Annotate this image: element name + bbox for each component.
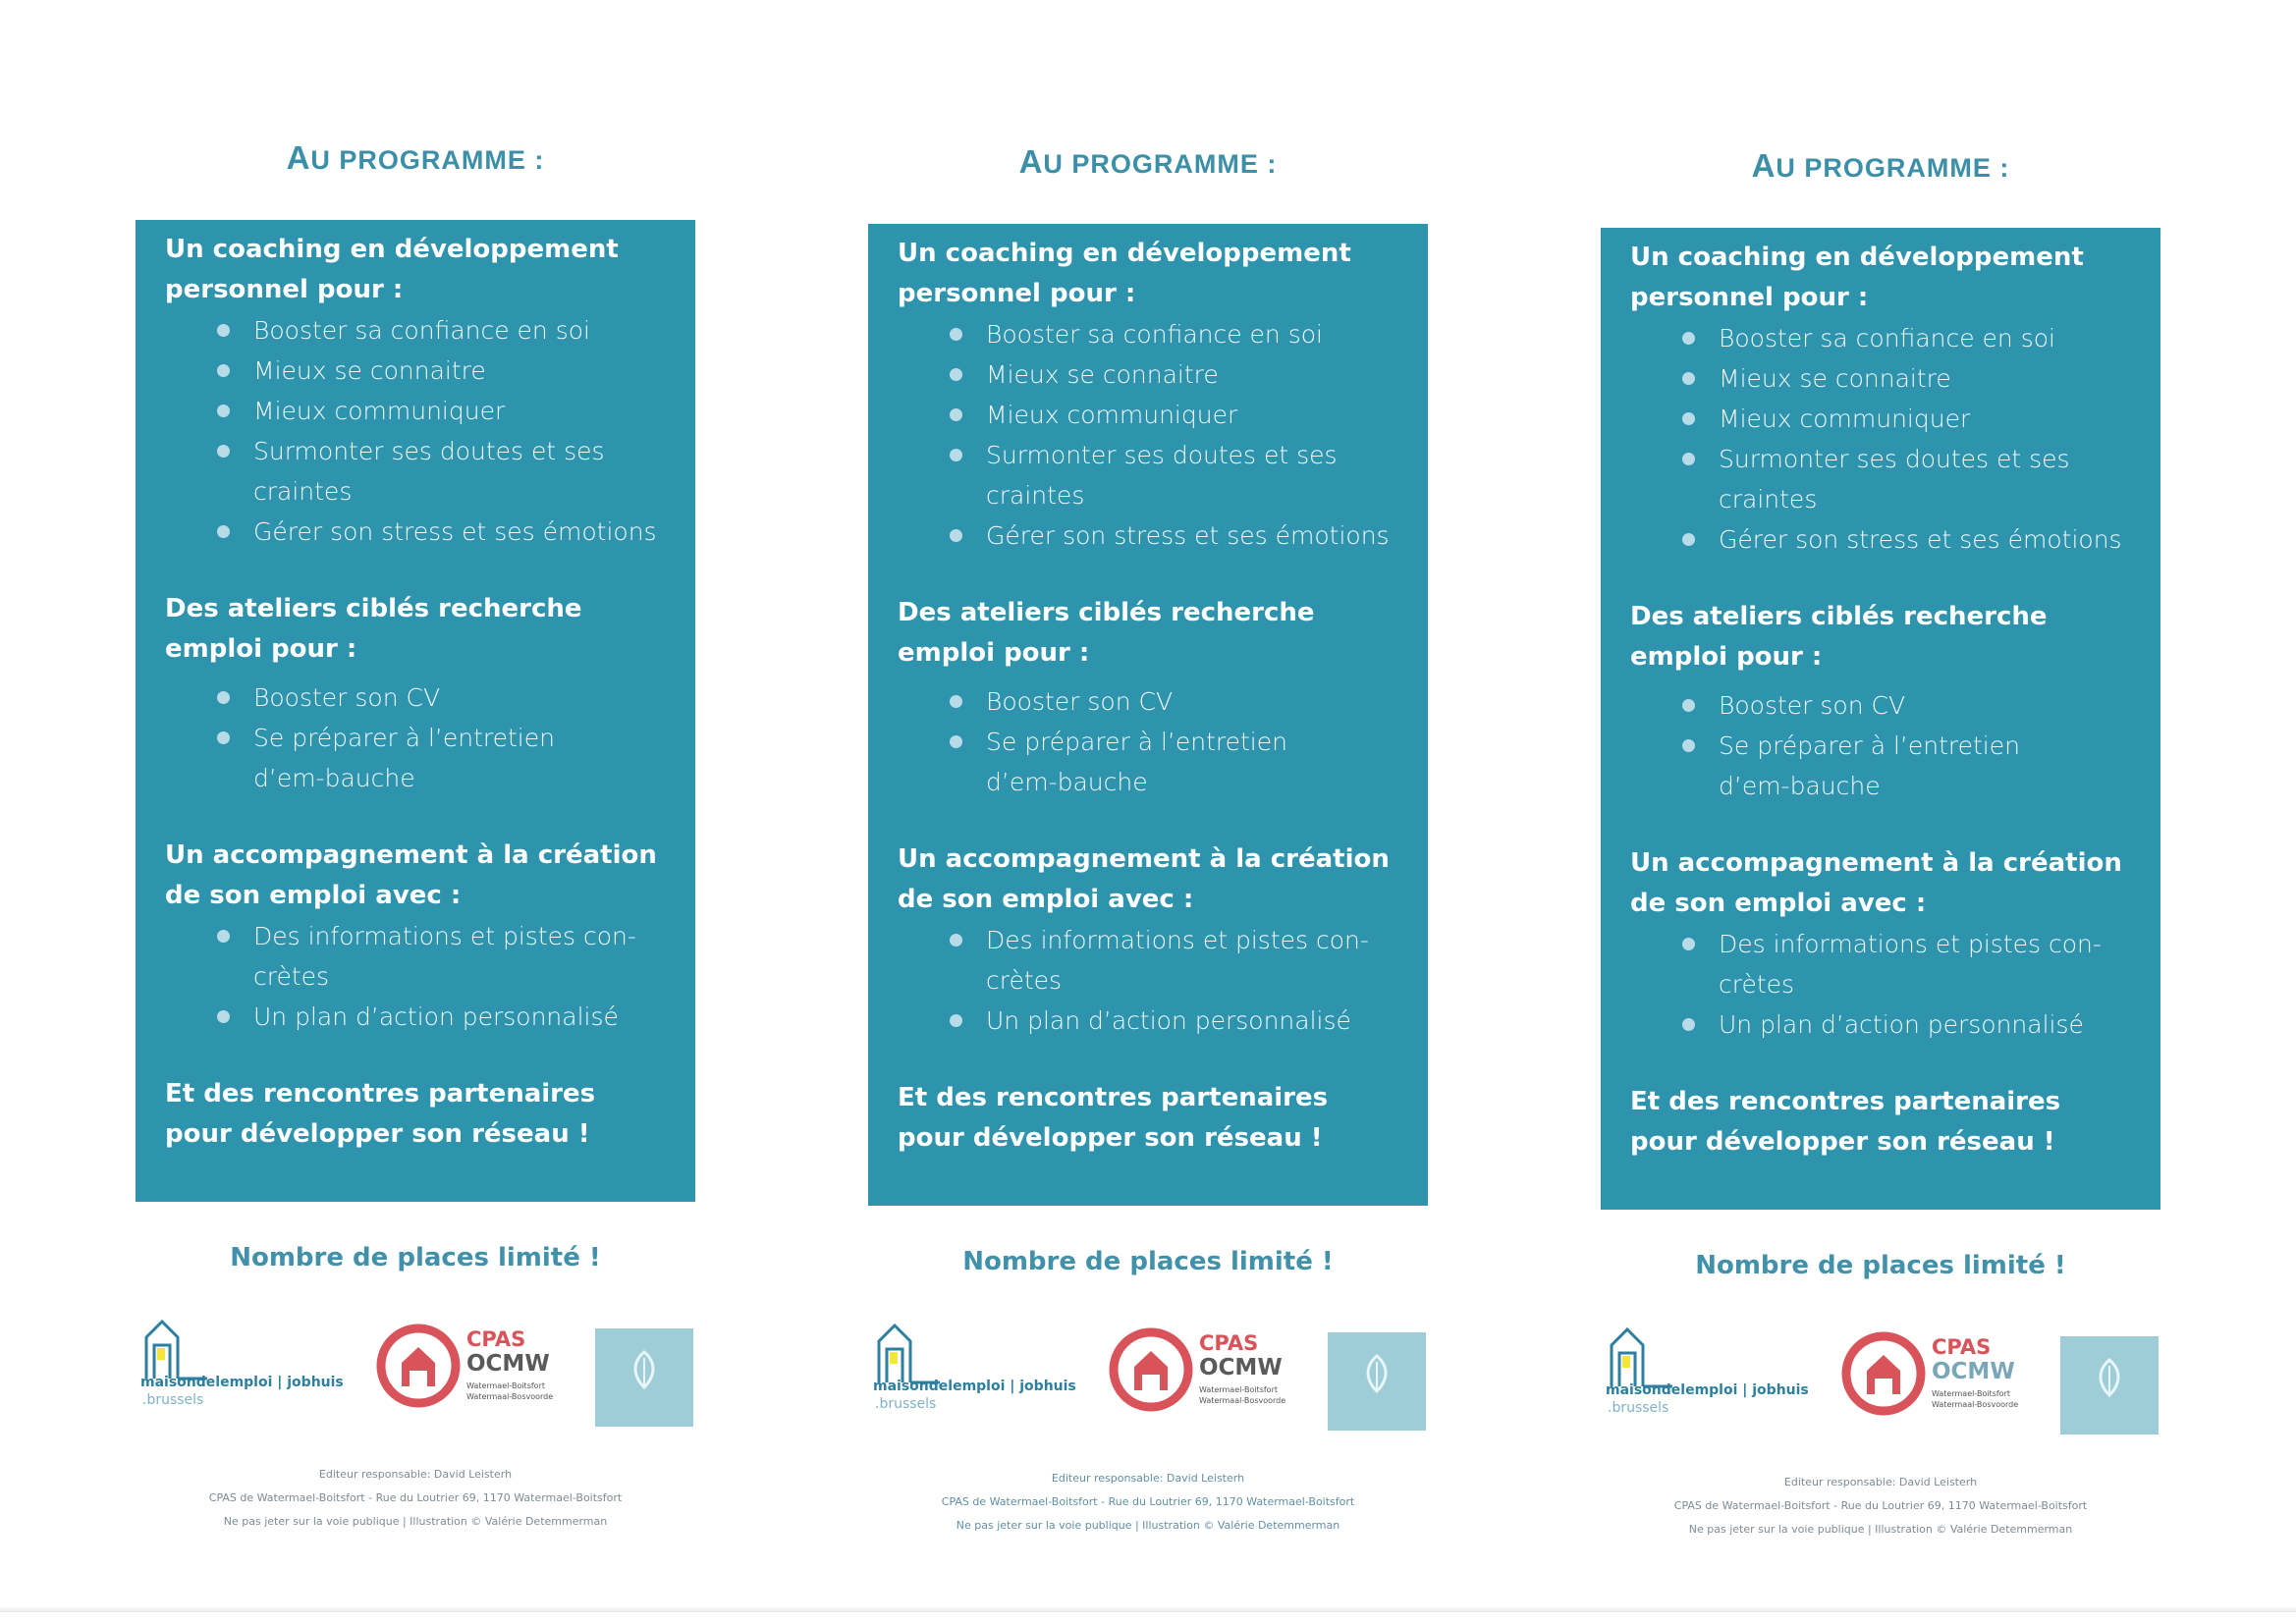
list-item: Surmonter ses doutes et ses craintes: [253, 431, 607, 512]
bullet-icon: [950, 328, 962, 341]
list-item: Mieux se connaitre: [1719, 358, 2147, 399]
section-title-rencontres: Et des rencontres partenaires pour développer son réseau !: [1630, 1087, 2061, 1157]
creation-list: [165, 916, 682, 1037]
bullet-icon: [217, 405, 230, 417]
list-item: Un plan d’action personnalisé: [253, 997, 682, 1037]
cpas-subtitle: Watermael-Boitsfort Watermaal-Bosvoorde: [466, 1381, 554, 1401]
creation-list: [898, 920, 1414, 1041]
list-item: Mieux communiquer: [1719, 399, 2147, 439]
list-item: Mieux communiquer: [253, 391, 682, 431]
commune-logo: [595, 1328, 693, 1427]
ocmw-label: OCMW: [1932, 1359, 2015, 1384]
section-title-ateliers: Des ateliers ciblés recherche emploi pour :: [165, 594, 582, 664]
footer-notice: Ne pas jeter sur la voie publique | Illustration © Valérie Detemmerman: [956, 1519, 1340, 1532]
bullet-icon: [1682, 739, 1695, 752]
list-item: Se préparer à l’entretien d’em-bauche: [1719, 726, 2092, 806]
leaf-emblem-icon: [1355, 1352, 1398, 1395]
list-item: Gérer son stress et ses émotions: [986, 515, 1414, 556]
footer-editor: Editeur responsable: David Leisterh: [1783, 1476, 1978, 1488]
cpas-subtitle: Watermael-Boitsfort Watermaal-Bosvoorde: [1199, 1385, 1286, 1405]
bullet-icon: [950, 449, 962, 461]
program-panel: [136, 220, 695, 1202]
limited-places-note: Nombre de places limité !: [962, 1247, 1334, 1276]
section-title-creation: Un accompagnement à la création de son emploi avec :: [1630, 848, 2122, 918]
bullet-icon: [1682, 533, 1695, 546]
list-item: Se préparer à l’entretien d’em-bauche: [253, 718, 627, 798]
bullet-icon: [217, 1010, 230, 1023]
list-item: Surmonter ses doutes et ses craintes: [986, 435, 1339, 515]
bullet-icon: [217, 324, 230, 337]
section-title-ateliers: Des ateliers ciblés recherche emploi pour :: [1630, 602, 2048, 672]
list-item: Booster sa confiance en soi: [1719, 318, 2147, 358]
cpas-logo: [376, 1324, 554, 1412]
section-title-ateliers: Des ateliers ciblés recherche emploi pour :: [898, 598, 1315, 668]
maison-emploi-logo: [1606, 1322, 1831, 1420]
bullet-icon: [950, 695, 962, 708]
coaching-list: [898, 314, 1414, 556]
limited-places-note: Nombre de places limité !: [230, 1243, 601, 1272]
section-title-coaching: Un coaching en développement personnel pour :: [1630, 243, 2084, 312]
list-item: Booster son CV: [1719, 685, 2147, 726]
bullet-icon: [950, 1014, 962, 1027]
ateliers-list: [898, 681, 1414, 802]
footer-address: CPAS de Watermael-Boitsfort - Rue du Loutrier 69, 1170 Watermael-Boitsfort: [1673, 1499, 2088, 1512]
section-title-creation: Un accompagnement à la création de son emploi avec :: [165, 840, 657, 910]
cpas-emblem-icon: [1841, 1331, 1926, 1416]
bullet-icon: [217, 364, 230, 377]
section-title-rencontres: Et des rencontres partenaires pour développer son réseau !: [165, 1079, 596, 1149]
list-item: Booster son CV: [986, 681, 1414, 722]
section-title-rencontres: Et des rencontres partenaires pour développer son réseau !: [898, 1083, 1329, 1153]
bullet-icon: [217, 525, 230, 538]
bullet-icon: [217, 691, 230, 704]
ateliers-list: [165, 677, 682, 798]
bullet-icon: [950, 408, 962, 421]
footer-legal: [868, 1467, 1428, 1538]
bullet-icon: [217, 445, 230, 458]
bullet-icon: [950, 934, 962, 947]
maison-emploi-city: .brussels: [142, 1392, 204, 1408]
list-item: Booster sa confiance en soi: [986, 314, 1414, 354]
program-panel: [868, 224, 1428, 1206]
cpas-label: CPAS: [1199, 1331, 1259, 1355]
house-icon: [873, 1320, 942, 1384]
bullet-icon: [1682, 938, 1695, 950]
creation-list: [1630, 924, 2147, 1045]
section-title-coaching: Un coaching en développement personnel pour :: [898, 239, 1351, 308]
maison-emploi-city: .brussels: [875, 1396, 937, 1412]
list-item: Booster son CV: [253, 677, 682, 718]
coaching-list: [1630, 318, 2147, 560]
maison-emploi-name: maisondelemploi | jobhuis: [1606, 1382, 1809, 1398]
section-title-creation: Un accompagnement à la création de son emploi avec :: [898, 844, 1390, 914]
footer-address: CPAS de Watermael-Boitsfort - Rue du Loutrier 69, 1170 Watermael-Boitsfort: [208, 1491, 623, 1504]
footer-notice: Ne pas jeter sur la voie publique | Illustration © Valérie Detemmerman: [223, 1515, 608, 1528]
bullet-icon: [1682, 1018, 1695, 1031]
cpas-label: CPAS: [1932, 1335, 1992, 1359]
footer-legal: [136, 1463, 695, 1534]
cpas-label: CPAS: [466, 1327, 526, 1351]
maison-emploi-logo: [140, 1314, 366, 1412]
bullet-icon: [217, 930, 230, 943]
bullet-icon: [1682, 372, 1695, 385]
cpas-subtitle: Watermael-Boitsfort Watermaal-Bosvoorde: [1932, 1389, 2019, 1409]
list-item: Un plan d’action personnalisé: [1719, 1004, 2147, 1045]
cpas-logo: [1109, 1327, 1286, 1416]
bullet-icon: [950, 368, 962, 381]
program-title: AU PROGRAMME :: [1018, 143, 1278, 180]
bullet-icon: [1682, 412, 1695, 425]
program-title: AU PROGRAMME :: [1751, 147, 2010, 184]
bullet-icon: [1682, 332, 1695, 345]
list-item: Mieux se connaitre: [986, 354, 1414, 395]
bullet-icon: [950, 735, 962, 748]
house-icon: [1606, 1324, 1674, 1388]
footer-legal: [1601, 1471, 2160, 1542]
ocmw-label: OCMW: [466, 1351, 550, 1377]
ocmw-label: OCMW: [1199, 1355, 1283, 1380]
bullet-icon: [1682, 699, 1695, 712]
list-item: Gérer son stress et ses émotions: [253, 512, 682, 552]
footer-notice: Ne pas jeter sur la voie publique | Illustration © Valérie Detemmerman: [1688, 1523, 2073, 1536]
bullet-icon: [1682, 453, 1695, 465]
list-item: Des informations et pistes con-crètes: [253, 916, 636, 997]
program-title: AU PROGRAMME :: [286, 139, 545, 176]
ateliers-list: [1630, 685, 2147, 806]
section-title-coaching: Un coaching en développement personnel pour :: [165, 235, 619, 304]
commune-logo: [1328, 1332, 1426, 1431]
house-icon: [140, 1316, 209, 1380]
coaching-list: [165, 310, 682, 552]
list-item: Mieux se connaitre: [253, 351, 682, 391]
maison-emploi-name: maisondelemploi | jobhuis: [140, 1375, 344, 1390]
commune-logo: [2060, 1336, 2159, 1434]
partner-logos: [136, 1314, 695, 1412]
cpas-emblem-icon: [376, 1324, 461, 1408]
cpas-logo: [1841, 1331, 2019, 1420]
leaf-emblem-icon: [623, 1348, 666, 1391]
list-item: Booster sa confiance en soi: [253, 310, 682, 351]
maison-emploi-name: maisondelemploi | jobhuis: [873, 1379, 1076, 1394]
bullet-icon: [217, 731, 230, 744]
maison-emploi-city: .brussels: [1608, 1400, 1669, 1416]
list-item: Des informations et pistes con-crètes: [1719, 924, 2102, 1004]
list-item: Gérer son stress et ses émotions: [1719, 519, 2147, 560]
list-item: Se préparer à l’entretien d’em-bauche: [986, 722, 1359, 802]
maison-emploi-logo: [873, 1318, 1099, 1416]
list-item: Des informations et pistes con-crètes: [986, 920, 1369, 1001]
partner-logos: [868, 1318, 1428, 1416]
bullet-icon: [950, 529, 962, 542]
footer-address: CPAS de Watermael-Boitsfort - Rue du Loutrier 69, 1170 Watermael-Boitsfort: [941, 1495, 1355, 1508]
cpas-emblem-icon: [1109, 1327, 1193, 1412]
list-item: Surmonter ses doutes et ses craintes: [1719, 439, 2072, 519]
footer-editor: Editeur responsable: David Leisterh: [318, 1468, 513, 1481]
limited-places-note: Nombre de places limité !: [1695, 1251, 2066, 1280]
leaf-emblem-icon: [2088, 1356, 2131, 1399]
scan-edge: [0, 1606, 2296, 1612]
program-panel: [1601, 228, 2160, 1210]
partner-logos: [1601, 1322, 2160, 1420]
list-item: Un plan d’action personnalisé: [986, 1001, 1414, 1041]
list-item: Mieux communiquer: [986, 395, 1414, 435]
footer-editor: Editeur responsable: David Leisterh: [1051, 1472, 1245, 1485]
